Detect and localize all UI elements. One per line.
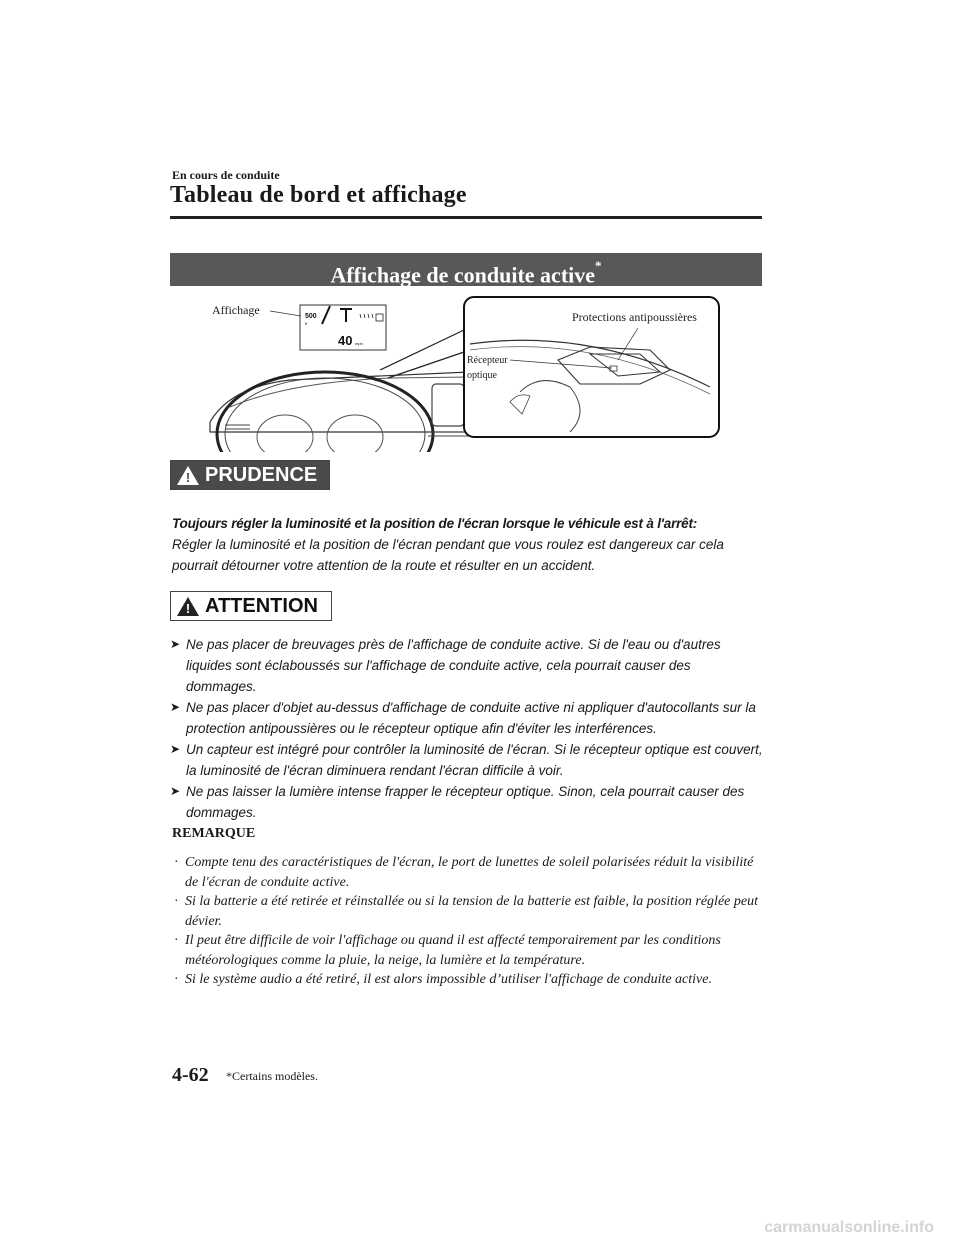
label-receiver-line1: Récepteur [467,355,508,366]
hud-distance: 500 [305,313,317,320]
center-screen [432,384,464,426]
hud-speed-unit: mph [355,341,363,346]
label-dust-covers: Protections antipoussières [572,310,697,324]
arrow-bullet-icon: ➤ [170,742,181,756]
attention-item: ➤ Ne pas placer d'objet au-dessus d'affichage de conduite active ni appliquer d'autocollants sur la protection antipoussières ou le récepteur optique afin d'éviter les interférences. [170,697,764,739]
gauge-right [327,415,383,452]
hud-distance-unit: ft [305,321,308,326]
page-number: 4-62 [172,1064,209,1086]
inset-leader-top [380,330,464,370]
warning-icon: ! [177,466,199,485]
prudence-heading: Toujours régler la luminosité et la position de l'écran lorsque le véhicule est à l'arrêt: [172,516,698,531]
bullet-dot-icon: · [174,855,179,870]
attention-label [170,591,332,621]
watermark: carmanualsonline.info [764,1219,934,1236]
prudence-label [170,460,330,490]
attention-list [170,634,764,823]
page-title: Tableau de bord et affichage [170,182,467,208]
prudence-body: Régler la luminosité et la position de l'écran pendant que vous roulez est dangereux car cela pourrait détourner votre attention de la route et résulter en un accident. [172,537,724,573]
note-item: · Si la batterie a été retirée et réinstallée ou si la tension de la batterie est faible, la position réglée peut dévier. [174,894,758,929]
prudence-label-text: PRUDENCE [205,463,318,486]
gauge-left [257,415,313,452]
footnote: *Certains modèles. [226,1069,318,1083]
section-title: Affichage de conduite active [330,262,596,288]
air-vent-left [225,425,250,429]
footnote-mark: * [595,258,602,273]
bullet-dot-icon: · [174,933,179,948]
attention-item: ➤ Ne pas placer de breuvages près de l'affichage de conduite active. Si de l'eau ou d'autres liquides sont éclaboussés sur l'affichage de conduite active, cela pourrait causer des dommages. [170,634,764,697]
title-divider [170,216,762,219]
note-heading: REMARQUE [172,826,256,841]
label-receiver-line2: optique [467,370,497,381]
section-banner [170,253,762,286]
attention-item: ➤ Ne pas laisser la lumière intense frapper le récepteur optique. Sinon, cela pourrait causer des dommages. [170,781,764,823]
arrow-bullet-icon: ➤ [170,784,181,798]
bullet-dot-icon: · [174,972,179,987]
warning-icon: ! [177,597,199,616]
label-display-leader [270,311,301,316]
attention-label-text: ATTENTION [205,594,318,617]
arrow-bullet-icon: ➤ [170,637,181,651]
steering-wheel [217,372,433,452]
note-list [172,853,764,990]
label-display: Affichage [212,303,260,317]
attention-item: ➤ Un capteur est intégré pour contrôler la luminosité de l'écran. Si le récepteur optique est couvert, la luminosité de l'écran diminuera rendant l'écran difficile à voir. [170,739,764,781]
note-item: · Compte tenu des caractéristiques de l'écran, le port de lunettes de soleil polarisées réduit la visibilité de l'écran de conduite active. [174,855,754,890]
note-item: · Si le système audio a été retiré, il est alors impossible d’utiliser l'affichage de conduite active. [172,970,764,990]
arrow-bullet-icon: ➤ [170,700,181,714]
hud-speed: 40 [338,333,353,348]
breadcrumb: En cours de conduite [172,168,280,182]
note-item: · Il peut être difficile de voir l'affichage ou quand il est affecté temporairement par les conditions météorologiques comme la pluie, la neige, la lumière et la température. [174,933,721,968]
bullet-dot-icon: · [174,894,179,909]
steering-wheel-inner [225,378,425,452]
prudence-text [172,513,762,576]
dashboard-illustration [170,292,762,452]
